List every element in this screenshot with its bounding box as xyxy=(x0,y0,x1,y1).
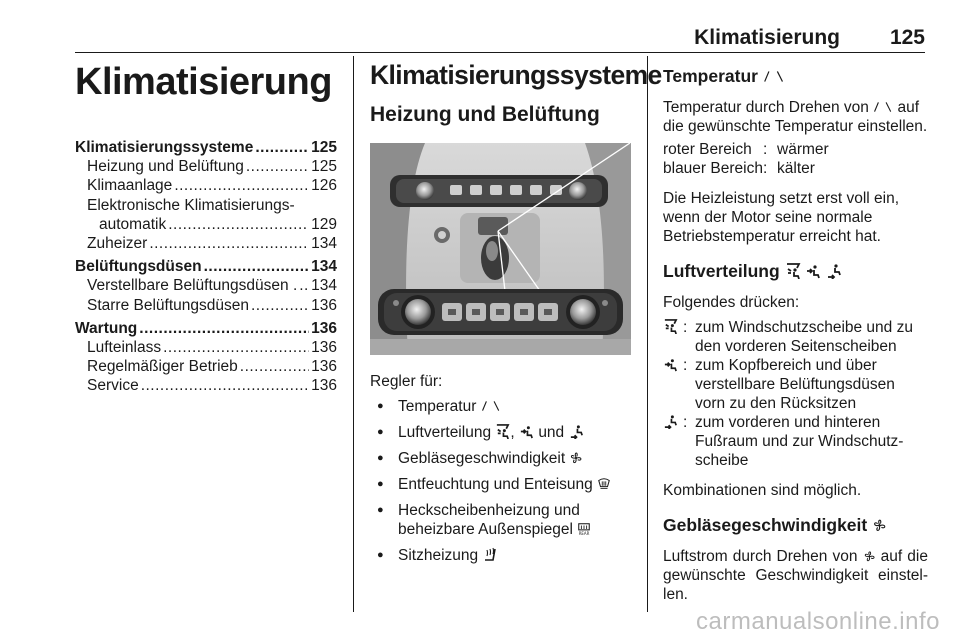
toc-leader xyxy=(149,234,309,253)
bullet-text: Temperatur xyxy=(398,398,477,415)
heat-note: Die Heizleistung setzt erst voll ein, wenn der Motor seine normale Betriebstemperatur erreicht hat. xyxy=(663,190,900,245)
bullet-text: Luftverteilung xyxy=(398,424,492,441)
toc-entry[interactable] xyxy=(75,196,337,215)
toc-entry[interactable] xyxy=(75,376,337,395)
range-value: wärmer xyxy=(777,141,829,158)
def-colon: : xyxy=(683,357,688,374)
paragraph-text: Luftstrom durch Drehen von xyxy=(663,548,858,565)
def-text: zum vorderen und hinteren Fußraum und zur Windschutz-scheibe xyxy=(695,414,904,469)
air-distribution-list xyxy=(663,318,928,470)
temperature-paragraph xyxy=(663,98,928,136)
column-divider-2 xyxy=(647,56,648,612)
toc-page: 125 xyxy=(311,139,337,156)
toc-label: Elektronische Klimatisierungs- xyxy=(87,196,295,214)
fan-icon xyxy=(863,550,876,563)
paragraph-text: auf die gewünschte Temperatur einstellen. xyxy=(663,99,928,135)
list-item xyxy=(663,318,928,356)
toc-page: 136 xyxy=(311,377,337,395)
range-row xyxy=(663,140,928,159)
def-text: zum Kopfbereich und über verstellbare Belüftungsdüsen vorn zu den Rücksitzen xyxy=(695,357,895,412)
paragraph-text: auf die gewünschte Geschwindigkeit einstel-len. xyxy=(663,548,928,603)
toc-entry[interactable] xyxy=(75,138,337,157)
range-colon: : xyxy=(763,160,768,177)
list-item xyxy=(370,449,635,468)
toc-leader xyxy=(174,176,309,195)
toc-label: Heizung und Belüftung xyxy=(87,158,244,176)
def-symbol xyxy=(663,413,683,470)
heading-text: Temperatur xyxy=(663,66,758,86)
toc-entry[interactable] xyxy=(75,338,337,357)
paragraph-text: Temperatur durch Drehen von xyxy=(663,99,869,116)
toc-label: Wartung xyxy=(75,319,138,337)
controls-caption: Regler für: xyxy=(370,373,443,390)
rear-defroster-icon xyxy=(577,522,591,536)
toc-page: 125 xyxy=(311,158,337,176)
page-number: 125 xyxy=(889,26,925,49)
combinations-note: Kombinationen sind möglich. xyxy=(663,482,862,499)
toc-leader xyxy=(240,357,309,376)
def-symbol xyxy=(663,318,683,356)
windshield-airflow-icon xyxy=(663,319,678,334)
toc-leader xyxy=(255,138,309,157)
bullet-text: Heckscheibenheizung und beheizbare Außenspiegel xyxy=(398,502,580,538)
toc-page: 134 xyxy=(311,277,337,295)
running-head-title: Klimatisierung xyxy=(694,26,840,49)
toc-leader xyxy=(168,215,309,234)
list-item xyxy=(663,356,928,413)
head-airflow-icon xyxy=(663,357,678,372)
def-text: zum Windschutzscheibe und zu den vorderen Seitenscheiben xyxy=(695,319,913,355)
toc-entry[interactable] xyxy=(75,215,337,234)
header-rule xyxy=(75,52,925,53)
toc-label: Klimaanlage xyxy=(87,177,173,195)
press-instruction: Folgendes drücken: xyxy=(663,294,800,311)
seat-heating-icon xyxy=(482,546,498,562)
section-title: Klimatisierungssysteme xyxy=(370,60,662,90)
footwell-airflow-icon xyxy=(826,263,842,279)
toc-entry[interactable] xyxy=(75,234,337,253)
temperature-icon xyxy=(481,399,501,413)
content-column-2 xyxy=(370,58,662,572)
toc-leader xyxy=(299,276,309,295)
toc-entry[interactable] xyxy=(75,357,337,376)
subsection-title: Heizung und Belüftung xyxy=(370,103,600,126)
temperature-heading xyxy=(663,65,928,87)
toc-leader xyxy=(246,157,309,176)
list-item xyxy=(370,397,635,416)
column-divider-1 xyxy=(353,56,354,612)
range-row xyxy=(663,159,928,178)
windshield-airflow-icon xyxy=(785,263,801,279)
list-item xyxy=(370,546,635,565)
toc-label: Zuheizer xyxy=(87,235,148,253)
toc-leader xyxy=(141,376,309,395)
fan-paragraph xyxy=(663,547,928,604)
toc-label: Verstellbare Belüftungsdüsen . xyxy=(87,277,298,295)
list-item xyxy=(370,475,635,494)
def-colon: : xyxy=(683,319,688,336)
toc-leader xyxy=(204,257,310,276)
toc-leader xyxy=(163,338,309,357)
bullet-text: Gebläsegeschwindigkeit xyxy=(398,450,566,467)
toc-label: Belüftungsdüsen xyxy=(75,258,202,276)
running-head xyxy=(0,22,960,52)
toc-column xyxy=(75,58,337,396)
toc-label: Service xyxy=(87,377,139,395)
range-value: kälter xyxy=(777,160,815,177)
toc-entry[interactable] xyxy=(75,276,337,295)
range-colon: : xyxy=(763,141,768,158)
range-key: roter Bereich xyxy=(663,141,752,158)
content-column-3 xyxy=(663,65,928,604)
head-airflow-icon xyxy=(805,263,821,279)
defrost-icon xyxy=(597,477,611,491)
toc-label: Regelmäßiger Betrieb xyxy=(87,358,238,376)
climate-control-panel-photo xyxy=(370,143,631,355)
chapter-title: Klimatisierung xyxy=(75,61,332,103)
temperature-icon xyxy=(763,69,785,84)
footwell-airflow-icon xyxy=(569,424,584,439)
list-item xyxy=(370,501,635,539)
toc-page: 136 xyxy=(311,339,337,357)
toc-page: 136 xyxy=(311,296,337,314)
temperature-icon xyxy=(873,100,893,114)
list-item xyxy=(663,413,928,470)
temperature-ranges xyxy=(663,140,928,178)
range-key: blauer Bereich xyxy=(663,160,763,177)
footwell-airflow-icon xyxy=(663,414,678,429)
fan-icon xyxy=(872,518,887,533)
air-distribution-heading xyxy=(663,260,928,282)
toc-page: 136 xyxy=(311,358,337,376)
def-colon: : xyxy=(683,414,688,431)
head-airflow-icon xyxy=(519,424,534,439)
toc-leader xyxy=(251,296,309,315)
toc-label: automatik xyxy=(99,215,167,233)
bullet-text: Sitzheizung xyxy=(398,547,479,564)
fan-speed-heading xyxy=(663,514,928,536)
toc-page: 134 xyxy=(311,258,337,276)
windshield-airflow-icon xyxy=(495,424,510,439)
toc-page: 126 xyxy=(311,177,337,195)
toc-label: Starre Belüftungsdüsen xyxy=(87,296,249,314)
toc-page: 136 xyxy=(311,319,337,337)
toc-entry[interactable] xyxy=(75,296,337,315)
bullet-comma: , xyxy=(510,424,515,441)
toc-page: 134 xyxy=(311,235,337,253)
bullet-text: Entfeuchtung und Enteisung xyxy=(398,476,593,493)
toc-label: Lufteinlass xyxy=(87,339,162,357)
heading-text: Gebläsegeschwindigkeit xyxy=(663,515,868,535)
toc-entry[interactable] xyxy=(75,176,337,195)
controls-list xyxy=(370,397,635,565)
toc-page: 129 xyxy=(311,215,337,233)
def-symbol xyxy=(663,356,683,413)
table-of-contents xyxy=(75,138,337,396)
toc-entry[interactable] xyxy=(75,257,337,276)
watermark: carmanualsonline.info xyxy=(696,608,940,635)
toc-entry[interactable] xyxy=(75,157,337,176)
toc-entry[interactable] xyxy=(75,319,337,338)
heading-text: Luftverteilung xyxy=(663,261,780,281)
fan-icon xyxy=(569,451,583,465)
toc-label: Klimatisierungssysteme xyxy=(75,139,254,156)
bullet-text: und xyxy=(538,424,565,441)
list-item xyxy=(370,423,635,442)
toc-leader xyxy=(139,319,309,338)
